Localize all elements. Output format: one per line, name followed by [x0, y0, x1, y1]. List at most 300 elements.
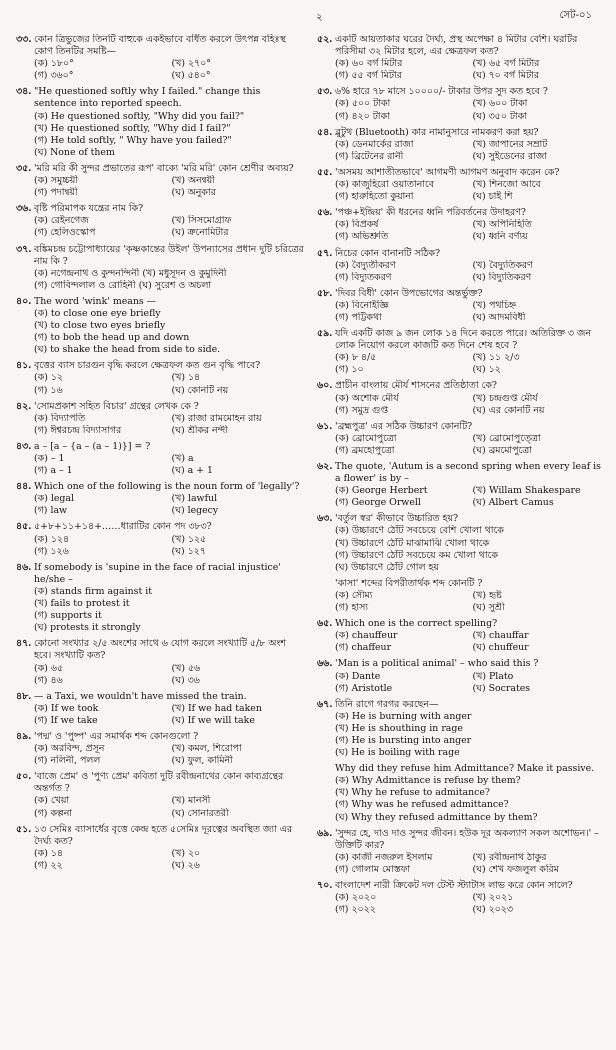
question-head	[16, 481, 305, 493]
answer-option: (খ) উচ্চারণে ঠোঁট মাঝামাঝি খোলা থাকে	[335, 537, 490, 549]
answer-option: (ঘ) a + 1	[171, 465, 213, 477]
question-text: 'পঞ্চ+ইন্দ্রিয়' কী ধরনের ধ্বনি পরিবর্তনের উদাহরণ?	[335, 207, 526, 219]
question-head	[317, 699, 606, 711]
option-list	[317, 433, 606, 457]
question-head	[16, 521, 305, 533]
question-head	[16, 86, 305, 110]
option-list	[317, 525, 606, 573]
question-number: ৪২.	[16, 400, 32, 412]
answer-option: (খ) কমল, শিরোপা	[171, 743, 242, 755]
question-head	[16, 360, 305, 372]
answer-option: (ঘ) protests it strongly	[34, 622, 141, 634]
question-item	[16, 244, 305, 292]
question-item	[317, 86, 606, 122]
question-number: ৬৯.	[317, 827, 333, 839]
answer-option: (ক) Dante	[335, 670, 381, 682]
option-list	[317, 98, 606, 122]
question-item	[317, 328, 606, 376]
answer-option: (ঘ) ফুল, কামিনী	[171, 755, 233, 767]
answer-option: (ক) বৈদ্যুতীকরণ	[335, 259, 396, 271]
question-number: ৫১.	[16, 823, 32, 835]
question-head	[317, 127, 606, 139]
answer-option: (ঘ) কোনটি নয়	[171, 384, 229, 396]
answer-option: (ঘ) অনুকার	[171, 187, 216, 199]
answer-option: (খ) মানসী	[171, 795, 211, 807]
answer-option: (ক) ৮ ৪/৫	[335, 352, 377, 364]
answer-option: (গ) ২২	[34, 859, 63, 871]
option-list	[317, 219, 606, 243]
question-head	[16, 163, 305, 175]
answer-option: (ক) রেইনগেজ	[34, 215, 89, 227]
question-head	[317, 578, 606, 590]
question-text: বৃষ্টি পরিমাপক যন্ত্রের নাম কি?	[34, 203, 144, 215]
question-text: The quote, 'Autum is a second spring when every leaf is a flower' is by –	[335, 461, 601, 485]
question-head	[16, 731, 305, 743]
option-list	[16, 493, 305, 517]
option-list	[317, 300, 606, 324]
question-head	[16, 34, 305, 58]
question-item	[317, 207, 606, 243]
answer-option: (ঘ) Socrates	[472, 682, 531, 694]
answer-option: (ক) ১২৪	[34, 533, 70, 545]
option-list	[16, 111, 305, 159]
answer-option: (ঘ) চাই শি	[472, 191, 513, 203]
question-head	[317, 763, 606, 775]
question-item	[317, 127, 606, 163]
question-text: 'পদ্ম' ও 'পুষ্প' এর সমার্থক শব্দ কোনগুলো ?	[34, 730, 199, 742]
answer-option: (খ) রাজা রামমোহন রায়	[171, 412, 262, 424]
option-list	[16, 268, 305, 292]
answer-option: (ক) অশোক মৌর্য	[335, 392, 399, 404]
answer-option: (গ) law	[34, 505, 68, 517]
option-list	[317, 260, 606, 284]
question-number: ৬৭.	[317, 698, 333, 710]
question-head	[16, 562, 305, 586]
question-item	[317, 248, 606, 284]
answer-option: (খ) Why he refuse to admitance?	[335, 787, 490, 799]
answer-option: (ক) Why Admittance is refuse by them?	[335, 775, 521, 787]
question-item	[16, 691, 305, 727]
answer-option: (গ) ব্রিটেনের রানী	[335, 150, 404, 162]
question-text: 'বর্তুল স্বর' কীভাবে উচ্চারিত হয়?	[335, 513, 458, 525]
answer-option: (খ) to close two eyes briefly	[34, 320, 166, 332]
answer-option: (ঘ) ৩৬	[171, 674, 200, 686]
answer-option: (খ) a	[171, 453, 194, 464]
option-list	[16, 743, 305, 767]
question-item	[16, 731, 305, 767]
option-list	[317, 775, 606, 823]
option-list	[317, 892, 606, 916]
question-item	[317, 380, 606, 416]
question-text: 'দিবর বিধী' কোন উপভোগের অন্তর্ভুক্ত?	[335, 287, 483, 299]
option-list	[16, 372, 305, 396]
question-number: ৪০.	[16, 295, 32, 307]
question-head	[16, 441, 305, 453]
question-number: ৫৫.	[317, 166, 333, 178]
answer-option: (গ) a – 1	[34, 465, 73, 477]
answer-option: (ক) legal	[34, 493, 74, 505]
answer-option: (খ) রবীন্দ্রনাথ ঠাকুর	[472, 851, 547, 863]
answer-option: (খ) চন্দ্রগুপ্ত মৌর্য	[472, 392, 538, 404]
question-head	[317, 328, 606, 352]
question-item	[16, 521, 305, 557]
answer-option: (ক) কাজী নজরুল ইসলাম	[335, 851, 433, 863]
question-text: 'অসময় আশাতীতভাবে' আগমণী আগমণ অনুবাদ করেন কে?	[335, 166, 560, 178]
answer-option: (গ) অভিশ্রুতি	[335, 231, 389, 243]
answer-option: (ক) ব্রোমোপুত্রো	[335, 432, 397, 444]
question-text: 'Man is a political animal' – who said this ?	[335, 658, 539, 670]
option-list	[317, 58, 606, 82]
question-head	[317, 658, 606, 670]
question-item	[16, 163, 305, 199]
answer-option: (খ) He is shouthing in rage	[335, 722, 463, 734]
question-number: ৬১.	[317, 420, 333, 432]
answer-option: (গ) কল্পনা	[34, 807, 73, 819]
answer-option: (গ) গোবিন্দলাল ও রোহিনী (ঘ) সুরেশ ও অচলা	[34, 279, 212, 291]
question-number: ৬০.	[317, 380, 333, 392]
answer-option: (গ) সমুদ্র গুপ্ত	[335, 404, 389, 416]
answer-option: (খ) ৬০০ টাকা	[472, 98, 528, 110]
answer-option: (ক) বিনোইজ্ঞি	[335, 299, 389, 311]
question-number: ৭০.	[317, 880, 333, 891]
answer-option: (খ) Willam Shakespare	[472, 485, 581, 497]
question-text: কোনো সংখ্যার ২/৫ অংশের সাথে ৬ যোগ করলে সংখ্যাটি ৫/৮ অংশ হবে। সংখ্যাটি কত?	[34, 638, 286, 662]
answer-option: (খ) ৫৬	[171, 662, 201, 674]
option-list	[16, 795, 305, 819]
answer-option: (গ) ঈশ্বরচন্দ্র বিদ্যাসাগর	[34, 424, 122, 436]
question-text: Which one is the correct spelling?	[335, 618, 498, 630]
answer-option: (ঘ) শ্রীকর নন্দী	[171, 424, 228, 436]
answer-option: (গ) Why was he refused admittance?	[335, 799, 509, 811]
question-item	[16, 34, 305, 82]
question-number: ৬২.	[317, 461, 333, 472]
answer-option: (খ) হৃষ্ট	[472, 589, 502, 601]
answer-option: (ঘ) ৩৫০ টাকা	[472, 110, 527, 122]
answer-option: (ক) বিদ্যাপতি	[34, 412, 86, 424]
question-item	[317, 763, 606, 823]
answer-option: (ঘ) ১২৭	[171, 545, 206, 557]
answer-option: (গ) নলিনী, পলল	[34, 755, 101, 767]
answer-option: (ক) He is burning with anger	[335, 710, 472, 722]
answer-option: (গ) ১০	[335, 364, 364, 376]
question-head	[317, 248, 606, 260]
question-text: Why did they refuse him Admittance? Make it passive.	[335, 763, 595, 775]
answer-option: (খ) সিসমোগ্রাফ	[171, 215, 232, 227]
answer-option: (ক) উচ্চারণে ঠোঁট সবচেয়ে বেশি খোলা থাকে	[335, 525, 504, 537]
question-text: নিচের কোন বানানটি সঠিক?	[335, 247, 440, 259]
question-head	[317, 421, 606, 433]
question-text: যদি একটি কাজ ৯ জন লোক ১৪ দিনে করতে পারে। অতিরিক্ত ৩ জন লোক নিয়োগ করলে কাজটি কত দিনে শেষ হবে ?	[335, 328, 591, 352]
answer-option: (গ) হেলিওস্কোপ	[34, 227, 96, 239]
answer-option: (ঘ) ১২	[472, 364, 501, 376]
answer-option: (খ) If we had taken	[171, 702, 262, 714]
answer-option: (ঘ) উচ্চারণে ঠোঁট গোল হয়	[335, 561, 439, 573]
answer-option: (খ) জাপানের সম্রাট	[472, 138, 548, 150]
answer-option: (ঘ) chuffeur	[472, 642, 529, 654]
question-number: ৫৯.	[317, 328, 333, 340]
answer-option: (খ) পথচিহ্ন	[472, 299, 517, 311]
answer-option: (ঘ) সুশ্রী	[472, 602, 505, 614]
answer-option: (ঘ) ২০২৩	[472, 904, 513, 916]
question-text: একটি আয়তাকার ঘরের দৈর্ঘ্য, প্রস্থ অপেক্ষা ৪ মিটার বেশি। ঘরটির পরিসীমা ৩২ মিটার হলে, এর ক্ষেত্রফল কত?	[335, 34, 578, 58]
answer-option: (গ) পট্টিকথা	[335, 311, 382, 323]
question-number	[317, 763, 335, 775]
option-list	[317, 139, 606, 163]
option-list	[16, 308, 305, 356]
answer-option: (গ) chaffeur	[335, 642, 392, 654]
answer-option: (গ) ৪২০ টাকা	[335, 110, 390, 122]
answer-option: (ঘ) to shake the head from side to side.	[34, 344, 221, 356]
answer-option: (গ) ৫৫ বর্গ মিটার	[335, 70, 402, 82]
question-item	[16, 203, 305, 239]
answer-option: (খ) ২৭০°	[171, 58, 211, 70]
question-text: ব্লুটুথ (Bluetooth) কার নামানুসারে নামকরণ করা হয়?	[335, 126, 539, 138]
question-text: ১৩ সেমিঃ ব্যাসার্ধের বৃত্তে কেন্দ্র হতে ৫সেমিঃ দূরত্বের অবস্থিত জ্যা এর দৈর্ঘ্য কত?	[34, 823, 292, 847]
answer-option: (খ) lawful	[171, 493, 218, 505]
option-list	[16, 534, 305, 558]
option-list	[16, 175, 305, 199]
answer-option: (খ) ব্রোমোপুত্ত্রো	[472, 432, 541, 444]
answer-option: (গ) হারুহিতো কুয়ানা	[335, 191, 414, 203]
question-item	[317, 513, 606, 573]
answer-option: (ক) কাজুহিরো ওয়াতানাবে	[335, 179, 434, 191]
question-number: ৫৪.	[317, 126, 333, 138]
answer-option: (ক) chauffeur	[335, 630, 398, 642]
answer-option: (খ) ১২৫	[171, 533, 207, 545]
answer-option: (গ) If we take	[34, 714, 98, 726]
question-number: ৫৩.	[317, 86, 333, 98]
answer-option: (ঘ) ২৬	[171, 859, 200, 871]
answer-option: (গ) He is bursting into anger	[335, 734, 472, 746]
question-head	[16, 691, 305, 703]
question-number	[317, 578, 335, 590]
question-item	[317, 880, 606, 916]
option-list	[317, 852, 606, 876]
answer-option: (ঘ) None of them	[34, 146, 115, 158]
question-head	[16, 203, 305, 215]
question-text: If somebody is 'supine in the face of racial injustice' he/she –	[34, 561, 281, 585]
question-head	[317, 288, 606, 300]
answer-option: (খ) chauffar	[472, 630, 529, 642]
question-head	[317, 207, 606, 219]
answer-option: (গ) পদান্বয়ী	[34, 187, 78, 199]
question-text: প্রাচীন বাংলায় মৌর্য শাসনের প্রতিষ্ঠাতা কে?	[335, 380, 497, 392]
question-number: ৩৫.	[16, 162, 32, 174]
option-list	[16, 848, 305, 872]
answer-option: (ঘ) If we will take	[171, 714, 255, 726]
answer-option: (গ) হাস্য	[335, 602, 368, 614]
option-list	[317, 711, 606, 759]
question-item	[16, 481, 305, 517]
question-text: — a Taxi, we wouldn't have missed the train.	[34, 690, 247, 702]
question-text: Which one of the following is the noun form of 'legally'?	[34, 481, 300, 493]
question-item	[317, 578, 606, 614]
question-item	[317, 828, 606, 876]
answer-option: (ঘ) সুইডেনের রাজা	[472, 150, 547, 162]
answer-option: (গ) George Orwell	[335, 497, 421, 509]
answer-option: (ক) ১৮০°	[34, 58, 74, 70]
question-head	[317, 513, 606, 525]
answer-option: (গ) ৪৬	[34, 674, 63, 686]
answer-option: (ক) ৬০ বর্গ মিটার	[335, 58, 403, 70]
answer-option: (গ) ব্রমহোপুত্রো	[335, 444, 395, 456]
answer-option: (ক) খেয়া	[34, 795, 70, 807]
option-list	[317, 485, 606, 509]
question-item	[16, 401, 305, 437]
question-item	[16, 824, 305, 872]
question-item	[317, 618, 606, 654]
question-head	[16, 401, 305, 413]
option-list	[317, 671, 606, 695]
question-text: বৃত্তের ব্যাস চারগুন বৃদ্ধি করলে ক্ষেত্রফল কত গুন বৃদ্ধি পাবে?	[34, 360, 261, 372]
answer-option: (ক) ৫০০ টাকা	[335, 98, 391, 110]
question-number: ৪৬.	[16, 561, 32, 573]
question-head	[317, 461, 606, 485]
answer-option: (গ) ১২৬	[34, 545, 69, 557]
answer-option: (ঘ) ৫৪০°	[171, 70, 211, 82]
question-number: ৫৮.	[317, 287, 333, 299]
option-list	[16, 215, 305, 239]
question-number: ৪৭.	[16, 638, 32, 650]
question-text: তিনি রাগে গরগর করছেন—	[335, 698, 439, 710]
question-number: ৬৩.	[317, 513, 333, 525]
answer-option: (ঘ) legecy	[171, 505, 219, 517]
answer-option: (ক) ১২	[34, 372, 64, 384]
answer-option: (গ) উচ্চারণে ঠোঁট সবচেয়ে কম খোলা থাকে	[335, 549, 498, 561]
question-number: ৫০.	[16, 771, 32, 783]
question-number: ৩৪.	[16, 86, 32, 98]
answer-option: (ঘ) আদমবিধী	[472, 311, 526, 323]
question-head	[317, 167, 606, 179]
question-number: ৪৫.	[16, 521, 32, 533]
question-number: ৪১.	[16, 360, 32, 372]
question-number: ৪৮.	[16, 690, 32, 702]
option-list	[317, 630, 606, 654]
answer-option: (ঘ) ধ্বনি বর্ণ্যয়	[472, 231, 528, 243]
answer-option: (ক) ২০২০	[335, 892, 377, 904]
answer-option: (গ) ৩৬০°	[34, 70, 74, 82]
question-number: ৩৭.	[16, 243, 32, 255]
option-list	[317, 179, 606, 203]
question-head	[317, 380, 606, 392]
answer-option: (ক) If we took	[34, 702, 99, 714]
answer-option: (ঘ) শেখ ফজলুল করিম	[472, 863, 559, 875]
question-number: ৬৬.	[317, 658, 333, 670]
answer-option: (খ) Plato	[472, 670, 514, 682]
question-text: ৫+৮+১১+১৪+……ধারাটির কোন পদ ৩৮৩?	[34, 521, 212, 533]
question-number: ৪৪.	[16, 481, 32, 493]
question-text: ৬% হারে ৭৮ মাসে ১০০০০/- টাকার উপর সুদ কত হবে ?	[335, 86, 548, 98]
answer-option: (ঘ) সোনারতরী	[171, 807, 229, 819]
left-column	[16, 34, 305, 1040]
answer-option: (গ) to bob the head up and down	[34, 332, 190, 344]
question-text: 'সুন্দর হে, দাও দাও সুন্দর জীবন। হউক দূর অকল্যাণ সকল অশোভন।' – উক্তিটি কার?	[335, 827, 599, 851]
question-head	[317, 34, 606, 58]
question-number: ৪৯.	[16, 730, 32, 742]
answer-option: (ক) He questioned softly, "Why did you fail?"	[34, 110, 245, 122]
question-head	[317, 880, 606, 892]
question-text: 'ব্রহ্মপুত্র' এর সঠিক উচ্চারণ কোনটি?	[335, 420, 473, 432]
question-number: ৫৬.	[317, 207, 333, 219]
answer-option: (ক) অরবিন্দ, প্রসূন	[34, 743, 105, 755]
option-list	[16, 663, 305, 687]
answer-option: (গ) He told softly, " Why have you failed?"	[34, 134, 232, 146]
question-item	[317, 167, 606, 203]
page-number: ২	[316, 12, 323, 23]
question-number: ৩৬.	[16, 203, 32, 215]
question-item	[317, 461, 606, 509]
question-item	[16, 638, 305, 686]
option-list	[16, 586, 305, 634]
answer-option: (ঘ) ব্রমমোপুত্রো	[472, 444, 532, 456]
question-text: 'কাসা' শব্দের বিপরীতার্থক শব্দ কোনটি ?	[335, 577, 483, 589]
question-head	[16, 771, 305, 795]
answer-option: (খ) ২০২১	[472, 892, 514, 904]
answer-option: (খ) অপিনিহিতি	[472, 219, 532, 231]
question-text: The word 'wink' means —	[34, 295, 157, 307]
question-text: বাংলাদেশ নারী ক্রিকেট দল টেস্ট স্ট্যাটাস লাভ করে কোন সালে?	[335, 880, 573, 891]
question-head	[16, 824, 305, 848]
answer-option: (ঘ) বিদ্যুতিকরণ	[472, 271, 532, 283]
option-list	[16, 703, 305, 727]
answer-option: (ক) stands firm against it	[34, 585, 152, 597]
answer-option: (গ) বিদ্যুতকরণ	[335, 271, 392, 283]
option-list	[16, 413, 305, 437]
question-item	[317, 421, 606, 457]
question-item	[16, 771, 305, 819]
answer-option: (ক) – 1	[34, 453, 65, 464]
answer-option: (খ) অনন্বয়ী	[171, 175, 215, 187]
question-number: ৫২.	[317, 34, 333, 45]
set-label: সেট-০১	[559, 10, 592, 21]
question-item	[16, 441, 305, 477]
question-text: বঙ্কিমচন্দ্র চট্টোপাধ্যায়ের 'কৃষ্ণকান্তের উইল' উপন্যাসের প্রধান দুটি চরিত্রের নাম কি ?	[34, 243, 304, 267]
answer-option: (খ) শিনজো আবে	[472, 179, 541, 191]
question-text: 'সোমপ্রকাশ সহিত বিচার' গ্রন্থের লেখক কে ?	[34, 400, 199, 412]
answer-option: (খ) ১৪	[171, 372, 201, 384]
question-text: 'মরি মরি কী সুন্দর প্রভাতের রূপ' বাক্যে 'মরি মরি' কোন শ্রেণীর অব্যয়?	[34, 162, 294, 174]
question-head	[16, 296, 305, 308]
question-item	[317, 658, 606, 694]
question-number: ৩৩.	[16, 34, 32, 45]
answer-option: (ক) ৬৫	[34, 662, 64, 674]
option-list	[16, 58, 305, 82]
question-item	[16, 296, 305, 356]
question-head	[317, 828, 606, 852]
answer-option: (খ) ২০	[171, 847, 201, 859]
answer-option: (গ) ২০২২	[335, 904, 376, 916]
answer-option: (ক) সৌম্য	[335, 589, 373, 601]
answer-option: (ঘ) He is boiling with rage	[335, 747, 460, 759]
answer-option: (ঘ) এর কোনটি নয়	[472, 404, 545, 416]
answer-option: (খ) fails to protest it	[34, 598, 130, 610]
right-column	[317, 34, 606, 1040]
answer-option: (খ) ৬৫ বর্গ মিটার	[472, 58, 540, 70]
answer-option: (ক) ১৪	[34, 847, 64, 859]
question-head	[16, 638, 305, 662]
question-head	[317, 618, 606, 630]
question-columns	[16, 34, 606, 1040]
answer-option: (ক) সমুচ্চয়ী	[34, 175, 78, 187]
answer-option: (খ) বৈদ্যুতিকরণ	[472, 259, 533, 271]
option-list	[317, 393, 606, 417]
answer-option: (খ) He questioned softly, "Why did I fail?"	[34, 122, 231, 134]
answer-option: (গ) গোলাম মোস্তফা	[335, 863, 411, 875]
answer-option: (গ) supports it	[34, 610, 102, 622]
option-list	[16, 453, 305, 477]
question-text: কোন ত্রিভুজের তিনটি বাহুকে একইভাবে বর্ধিত করলে উৎপন্ন বহিঃস্থ কোণ তিনটির সমষ্টি—	[34, 34, 286, 58]
question-item	[317, 34, 606, 82]
